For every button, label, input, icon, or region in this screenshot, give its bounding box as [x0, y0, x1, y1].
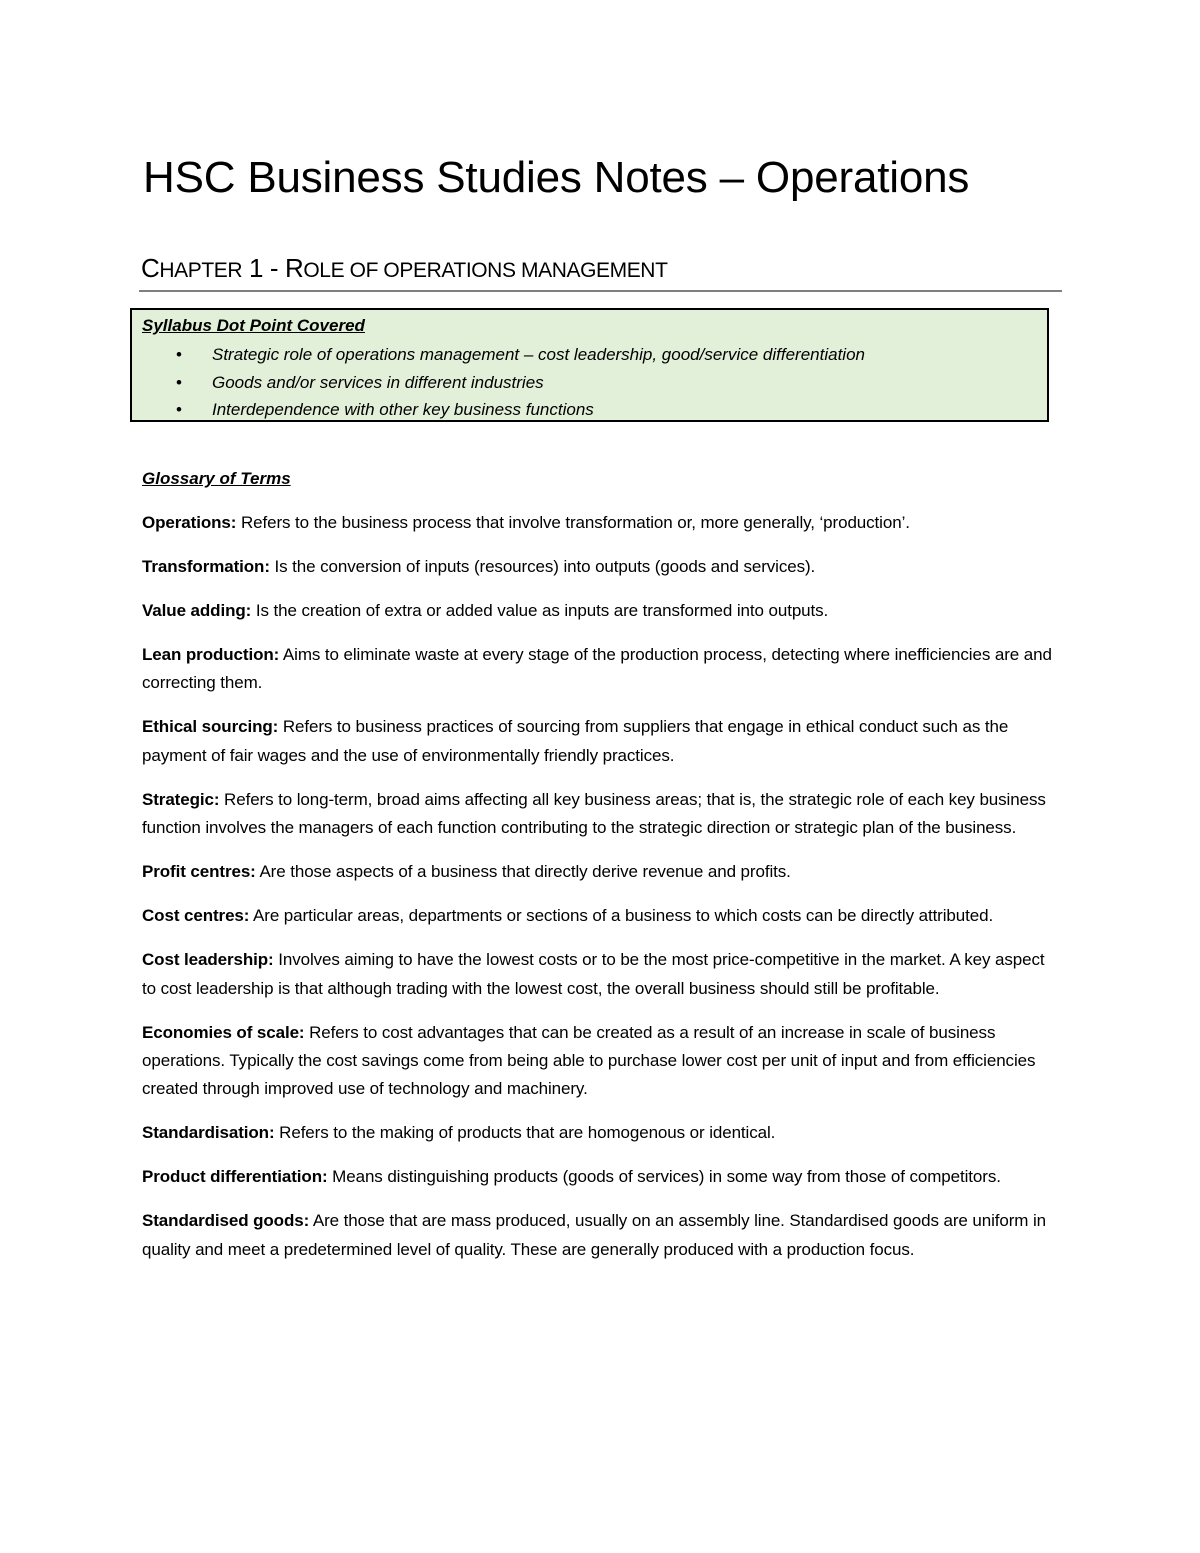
glossary-definition: Refers to long-term, broad aims affecting all key business areas; that is, the strategic role of each key business function involves the managers of each function contributing to the strategic direction or strategic plan of the business. [142, 789, 1046, 838]
glossary-definition: Means distinguishing products (goods of services) in some way from those of competitors. [332, 1167, 1001, 1187]
chapter-prefix-rest: HAPTER [159, 259, 243, 282]
glossary-term: Strategic: [142, 789, 220, 809]
glossary-term: Product differentiation: [142, 1167, 328, 1187]
document-title: HSC Business Studies Notes – Operations [143, 153, 970, 202]
glossary-term: Profit centres: [142, 862, 256, 882]
glossary-entry [142, 641, 1057, 698]
glossary-definition: Is the conversion of inputs (resources) into outputs (goods and services). [274, 557, 816, 576]
glossary-heading: Glossary of Terms [142, 469, 291, 488]
glossary-term: Operations: [142, 513, 237, 532]
chapter-divider [139, 290, 1062, 292]
glossary-definition: Are those that are mass produced, usually on an assembly line. Standardised goods are uniform in quality and meet a predetermined level of quality. These are generally produced with a production focus. [142, 1211, 1047, 1259]
glossary-list [142, 509, 1057, 1280]
syllabus-item-text: Goods and/or services in different industries [212, 372, 544, 392]
chapter-heading [141, 250, 1061, 289]
glossary-entry [142, 713, 1057, 770]
glossary-entry [142, 553, 1057, 581]
glossary-term: Cost leadership: [142, 950, 274, 970]
glossary-term: Transformation: [142, 557, 270, 576]
chapter-dash: - [269, 253, 279, 283]
bullet-icon: • [176, 372, 182, 392]
glossary-definition: Aims to eliminate waste at every stage of the production process, detecting where inefficiencies are and correcting them. [142, 645, 1052, 693]
glossary-term: Value adding: [142, 601, 252, 620]
glossary-entry [142, 509, 1057, 537]
glossary-entry [142, 1163, 1057, 1191]
glossary-entry [142, 1207, 1057, 1264]
glossary-term: Standardisation: [142, 1123, 275, 1143]
glossary-entry [142, 858, 1057, 886]
chapter-number: 1 [249, 253, 264, 283]
glossary-definition: Are particular areas, departments or sections of a business to which costs can be directly attributed. [253, 906, 994, 926]
bullet-icon: • [176, 345, 182, 364]
chapter-title-rest: OLE OF OPERATIONS MANAGEMENT [303, 259, 668, 282]
glossary-entry [142, 946, 1057, 1003]
glossary-term: Standardised goods: [142, 1211, 310, 1231]
syllabus-item-text: Interdependence with other key business functions [212, 400, 594, 419]
glossary-definition: Refers to the making of products that are homogenous or identical. [279, 1123, 776, 1143]
chapter-prefix-cap: C [141, 253, 160, 283]
glossary-definition: Refers to cost advantages that can be created as a result of an increase in scale of business operations. Typically the cost savings come from being able to purchase lower cost per unit of input and from efficiencies created through improved use of technology and machinery. [142, 1022, 1036, 1099]
glossary-definition: Refers to business practices of sourcing from suppliers that engage in ethical conduct such as the payment of fair wages and the use of environmentally friendly practices. [142, 717, 1009, 765]
glossary-term: Cost centres: [142, 906, 250, 926]
glossary-entry [142, 902, 1057, 930]
syllabus-title: Syllabus Dot Point Covered [142, 316, 365, 335]
glossary-definition: Is the creation of extra or added value as inputs are transformed into outputs. [255, 601, 829, 620]
glossary-term: Lean production: [142, 645, 280, 664]
glossary-definition: Involves aiming to have the lowest costs or to be the most price-competitive in the market. A key aspect to cost leadership is that although trading with the lowest cost, the overall business should still be profitable. [142, 950, 1045, 998]
syllabus-box [130, 308, 1049, 422]
glossary-definition: Refers to the business process that involve transformation or, more generally, ‘production’. [240, 513, 910, 532]
glossary-definition: Are those aspects of a business that directly derive revenue and profits. [259, 862, 791, 882]
glossary-entry [142, 786, 1057, 843]
glossary-entry [142, 1019, 1057, 1104]
glossary-term: Ethical sourcing: [142, 717, 279, 737]
glossary-term: Economies of scale: [142, 1022, 305, 1042]
glossary-entry [142, 1119, 1057, 1147]
chapter-title-cap: R [284, 253, 304, 283]
syllabus-item-text: Strategic role of operations management – cost leadership, good/service differentiation [212, 345, 865, 364]
bullet-icon: • [176, 400, 182, 419]
glossary-entry [142, 597, 1057, 625]
